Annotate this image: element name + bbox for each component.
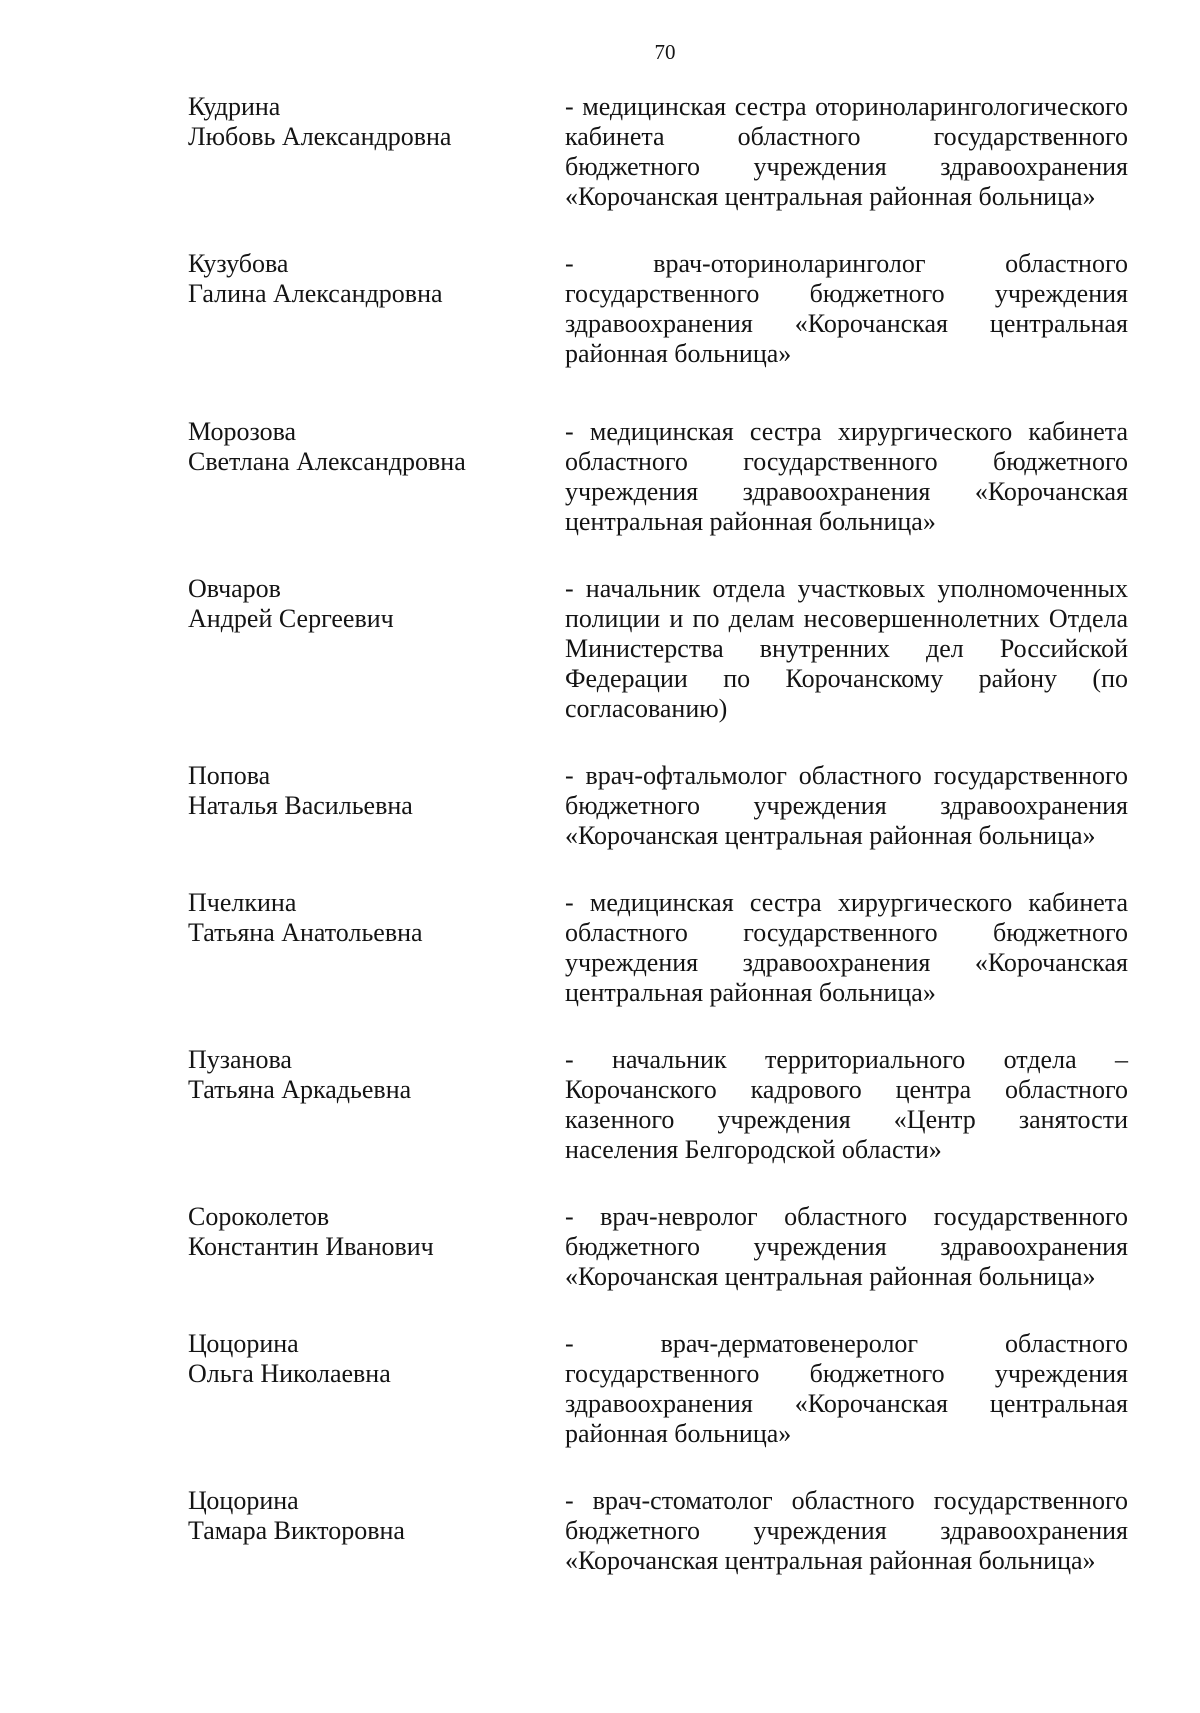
member-name [188,1202,565,1262]
member-given-names: Андрей Сергеевич [188,604,394,633]
list-item [188,574,1128,724]
member-surname: Попова [188,761,271,790]
list-item [188,1486,1128,1576]
list-item [188,1329,1128,1449]
member-given-names: Любовь Александровна [188,122,452,151]
member-name [188,761,565,821]
member-name [188,888,565,948]
member-given-names: Татьяна Анатольевна [188,918,423,947]
list-item [188,1045,1128,1165]
member-surname: Цоцорина [188,1329,299,1358]
member-given-names: Светлана Александровна [188,447,466,476]
member-surname: Пчелкина [188,888,297,917]
list-item [188,249,1128,369]
page-number: 70 [654,40,676,64]
member-name [188,1045,565,1105]
list-item [188,417,1128,537]
member-position: - врач-оториноларинголог областного государственного бюджетного учреждения здравоохранения «Корочанская центральная районная больница» [565,249,1128,368]
member-surname: Морозова [188,417,297,446]
member-name [188,1329,565,1389]
member-position: - начальник отдела участковых уполномоченных полиции и по делам несовершеннолетних Отдела Министерства внутренних дел Российской Федерации по Корочанскому району (по согласованию) [565,574,1128,723]
member-surname: Сороколетов [188,1202,330,1231]
member-position: - начальник территориального отдела – Корочанского кадрового центра областного казенного учреждения «Центр занятости населения Белгородской области» [565,1045,1128,1164]
member-position: - врач-дерматовенеролог областного государственного бюджетного учреждения здравоохранения «Корочанская центральная районная больница» [565,1329,1128,1448]
member-surname: Цоцорина [188,1486,299,1515]
list-item [188,761,1128,851]
member-position: - врач-невролог областного государственного бюджетного учреждения здравоохранения «Корочанская центральная районная больница» [565,1202,1128,1291]
member-given-names: Галина Александровна [188,279,443,308]
member-position: - медицинская сестра хирургического кабинета областного государственного бюджетного учреждения здравоохранения «Корочанская центральная районная больница» [565,417,1128,536]
member-given-names: Тамара Викторовна [188,1516,405,1545]
list-item [188,888,1128,1008]
member-surname: Овчаров [188,574,281,603]
member-position: - медицинская сестра хирургического кабинета областного государственного бюджетного учреждения здравоохранения «Корочанская центральная районная больница» [565,888,1128,1007]
member-surname: Кузубова [188,249,289,278]
member-position: - врач-офтальмолог областного государственного бюджетного учреждения здравоохранения «Корочанская центральная районная больница» [565,761,1128,850]
member-position: - медицинская сестра оториноларингологического кабинета областного государственного бюджетного учреждения здравоохранения «Корочанская центральная районная больница» [565,92,1128,211]
member-given-names: Наталья Васильевна [188,791,413,820]
member-surname: Пузанова [188,1045,292,1074]
member-given-names: Константин Иванович [188,1232,434,1261]
member-position: - врач-стоматолог областного государственного бюджетного учреждения здравоохранения «Корочанская центральная районная больница» [565,1486,1128,1575]
member-name [188,417,565,477]
member-name [188,249,565,309]
member-name [188,1486,565,1546]
member-name [188,574,565,634]
member-surname: Кудрина [188,92,281,121]
member-given-names: Татьяна Аркадьевна [188,1075,412,1104]
member-given-names: Ольга Николаевна [188,1359,391,1388]
list-item [188,1202,1128,1292]
list-item [188,92,1128,212]
member-name [188,92,565,152]
member-list [188,92,1128,1576]
